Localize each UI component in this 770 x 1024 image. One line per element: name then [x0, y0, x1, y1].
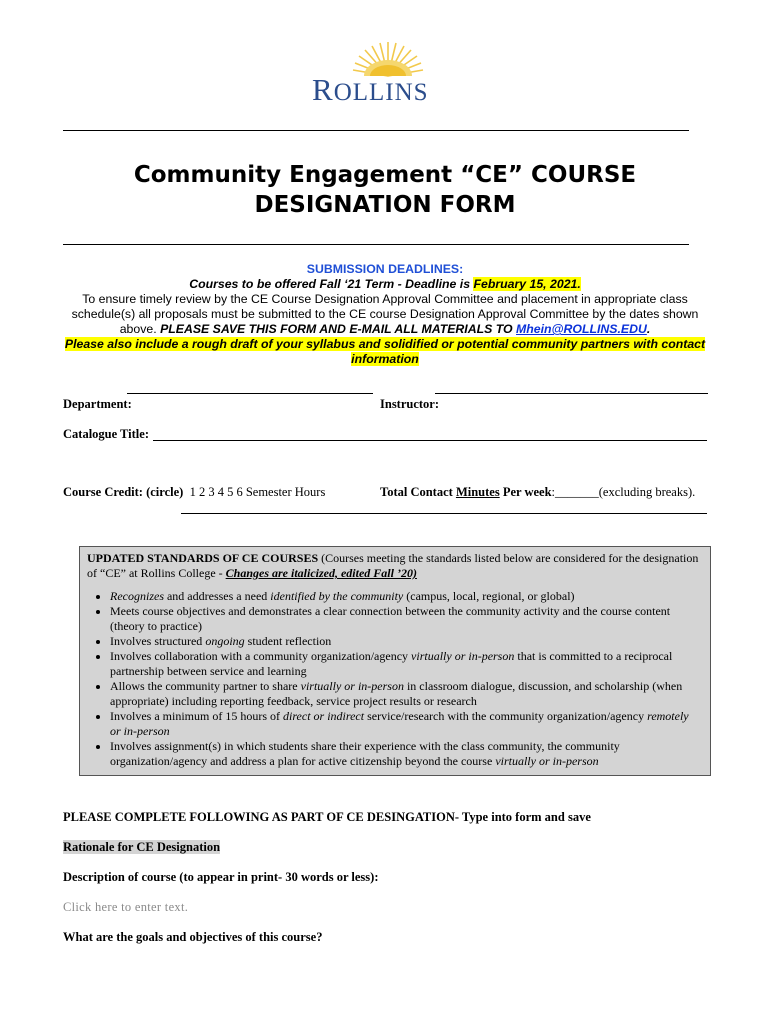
rollins-logo [300, 38, 470, 108]
complete-instruction: PLEASE COMPLETE FOLLOWING AS PART OF CE DESINGATION- Type into form and save [63, 810, 591, 824]
list-item: • Meets course objectives and demonstrates a clear connection between the community activity and the course content (theory to practice) [110, 604, 702, 634]
review-paragraph [62, 292, 708, 337]
syllabus-note-wrap [62, 337, 708, 367]
instructor-line[interactable] [435, 393, 708, 394]
description-input[interactable]: Click here to enter text. [63, 900, 189, 914]
list-item: • Recognizes and addresses a need identified by the community (campus, local, regional, or global) [110, 589, 702, 604]
syllabus-note: Please also include a rough draft of your syllabus and solidified or potential community partners with contact information [64, 337, 706, 366]
title-line-1: Community Engagement “CE” COURSE [133, 162, 637, 188]
course-credit-line [63, 485, 325, 500]
list-item: • Involves collaboration with a community organization/agency virtually or in-person that is committed to a reciprocal partnership between service and learning [110, 649, 702, 679]
course-credit-label: Course Credit: (circle) [63, 485, 184, 499]
period: . [646, 322, 651, 336]
ce-standards-box [79, 546, 711, 776]
list-item: • Involves assignment(s) in which students share their experience with the class community, the community organization/agency and address a plan for active citizenship beyond the course virtually or in-person [110, 739, 702, 769]
department-label: Department: [63, 397, 132, 411]
contact-note: (excluding breaks). [598, 485, 696, 499]
list-item: • Involves a minimum of 15 hours of direct or indirect service/research with the community organization/agency remotely or in-person [110, 709, 702, 739]
email-link[interactable]: Mhein@ROLLINS.EDU [516, 322, 647, 336]
changes-note: Changes are italicized, edited Fall ’20) [225, 566, 417, 580]
instructor-label: Instructor: [380, 397, 440, 411]
submission-deadlines [62, 262, 708, 367]
rationale-heading: Rationale for CE Designation [63, 840, 221, 854]
department-line[interactable] [127, 393, 373, 394]
contact-minutes-line [380, 485, 695, 500]
standards-list [87, 589, 702, 769]
offer-text: Courses to be offered Fall ‘21 Term - Deadline is [189, 277, 474, 291]
goals-question: What are the goals and objectives of this course? [63, 930, 323, 944]
contact-minutes: Minutes [455, 485, 500, 499]
list-item: • Involves structured ongoing student reflection [110, 634, 702, 649]
logo-rest: OLLINS [333, 79, 429, 106]
save-text: PLEASE SAVE THIS FORM AND E-MAIL ALL MATERIALS TO [160, 322, 516, 336]
review-text: To ensure timely review by the CE Course Designation Approval Committee and placement in appropriate class schedule(s) all proposals must be submitted to the CE course Designation Approval Committee by the dates shown above. [71, 292, 699, 336]
title-line-2: DESIGNATION FORM [254, 192, 516, 218]
description-question: Description of course (to appear in print- 30 words or less): [63, 870, 379, 884]
contact-blank[interactable]: :_______ [551, 485, 599, 499]
contact-prefix: Total Contact [380, 485, 456, 499]
deadline-date: February 15, 2021. [473, 277, 581, 291]
title-rule [63, 244, 689, 245]
catalogue-title-label: Catalogue Title: [63, 427, 149, 441]
contact-suffix: Per week [499, 485, 552, 499]
catalogue-title-line[interactable] [153, 440, 707, 441]
offer-line [62, 277, 708, 292]
page-title [60, 160, 710, 220]
credit-underline [181, 513, 707, 514]
top-rule [63, 130, 689, 131]
logo-initial: R [312, 72, 334, 107]
standards-intro [87, 551, 702, 581]
standards-intro-text: (Courses meeting the standards listed below are considered for the designation of “CE” at Rollins College - [87, 551, 699, 580]
list-item: • Allows the community partner to share virtually or in-person in classroom dialogue, discussion, and scholarship (when appropriate) including reporting feedback, service project results or research [110, 679, 702, 709]
deadlines-heading: SUBMISSION DEADLINES: [306, 262, 464, 276]
course-credit-options[interactable]: 1 2 3 4 5 6 Semester Hours [189, 485, 326, 499]
standards-heading: UPDATED STANDARDS OF CE COURSES [87, 551, 319, 565]
